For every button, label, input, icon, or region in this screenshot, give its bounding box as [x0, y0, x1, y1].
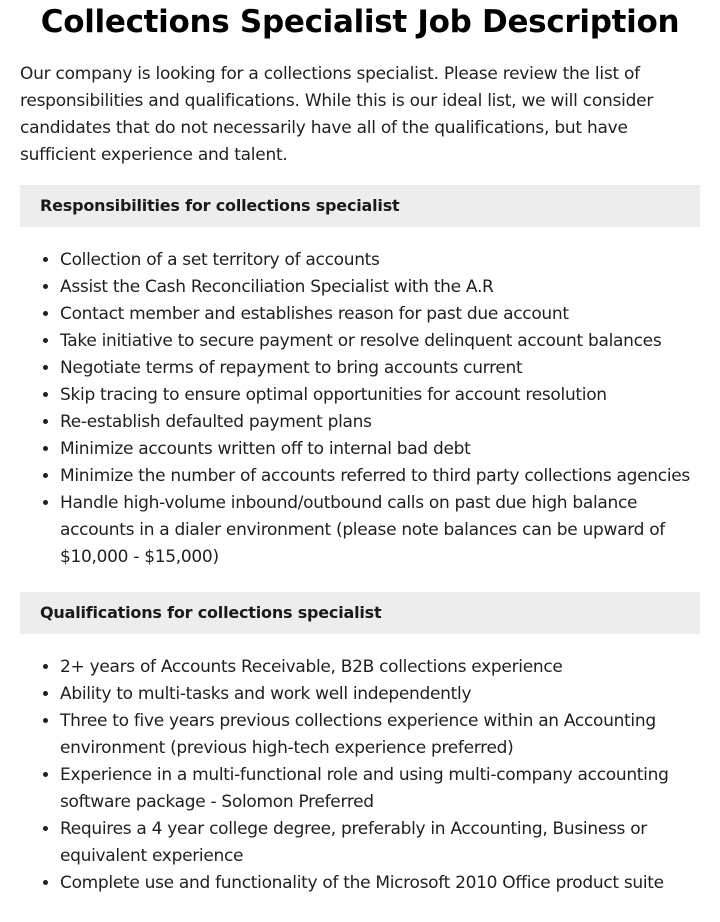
list-item: • Handle high-volume inbound/outbound calls on past due high balance accounts in a dialer environment (please note balances can be upward of $10,000 - $15,000): [60, 490, 700, 571]
list-item: • Complete use and functionality of the Microsoft 2010 Office product suite: [60, 870, 700, 897]
list-item: • Contact member and establishes reason for past due account: [60, 301, 700, 328]
list-item: • Take initiative to secure payment or resolve delinquent account balances: [60, 328, 700, 355]
list-item: • Minimize accounts written off to internal bad debt: [60, 436, 700, 463]
list-item: • Experience in a multi-functional role and using multi-company accounting software package - Solomon Preferred: [60, 762, 700, 816]
list-item: • Re-establish defaulted payment plans: [60, 409, 700, 436]
list-item: • Requires a 4 year college degree, preferably in Accounting, Business or equivalent experience: [60, 816, 700, 870]
responsibilities-list: [20, 247, 700, 571]
list-item: • 2+ years of Accounts Receivable, B2B collections experience: [60, 654, 700, 681]
responsibilities-heading: Responsibilities for collections specialist: [20, 185, 700, 227]
list-item: • Minimize the number of accounts referred to third party collections agencies: [60, 463, 700, 490]
list-item: • Three to five years previous collections experience within an Accounting environment (previous high-tech experience preferred): [60, 708, 700, 762]
page-title: Collections Specialist Job Description: [40, 4, 680, 40]
list-item: • Negotiate terms of repayment to bring accounts current: [60, 355, 700, 382]
list-item: • Collection of a set territory of accounts: [60, 247, 700, 274]
list-item: • Assist the Cash Reconciliation Specialist with the A.R: [60, 274, 700, 301]
list-item: • Ability to multi-tasks and work well independently: [60, 681, 700, 708]
qualifications-heading: Qualifications for collections specialist: [20, 592, 700, 634]
qualifications-list: [20, 654, 700, 897]
intro-paragraph: Our company is looking for a collections specialist. Please review the list of responsibilities and qualifications. While this is our ideal list, we will consider candidates that do not necessarily have all of the qualifications, but have sufficient experience and talent.: [20, 64, 654, 165]
list-item: • Skip tracing to ensure optimal opportunities for account resolution: [60, 382, 700, 409]
